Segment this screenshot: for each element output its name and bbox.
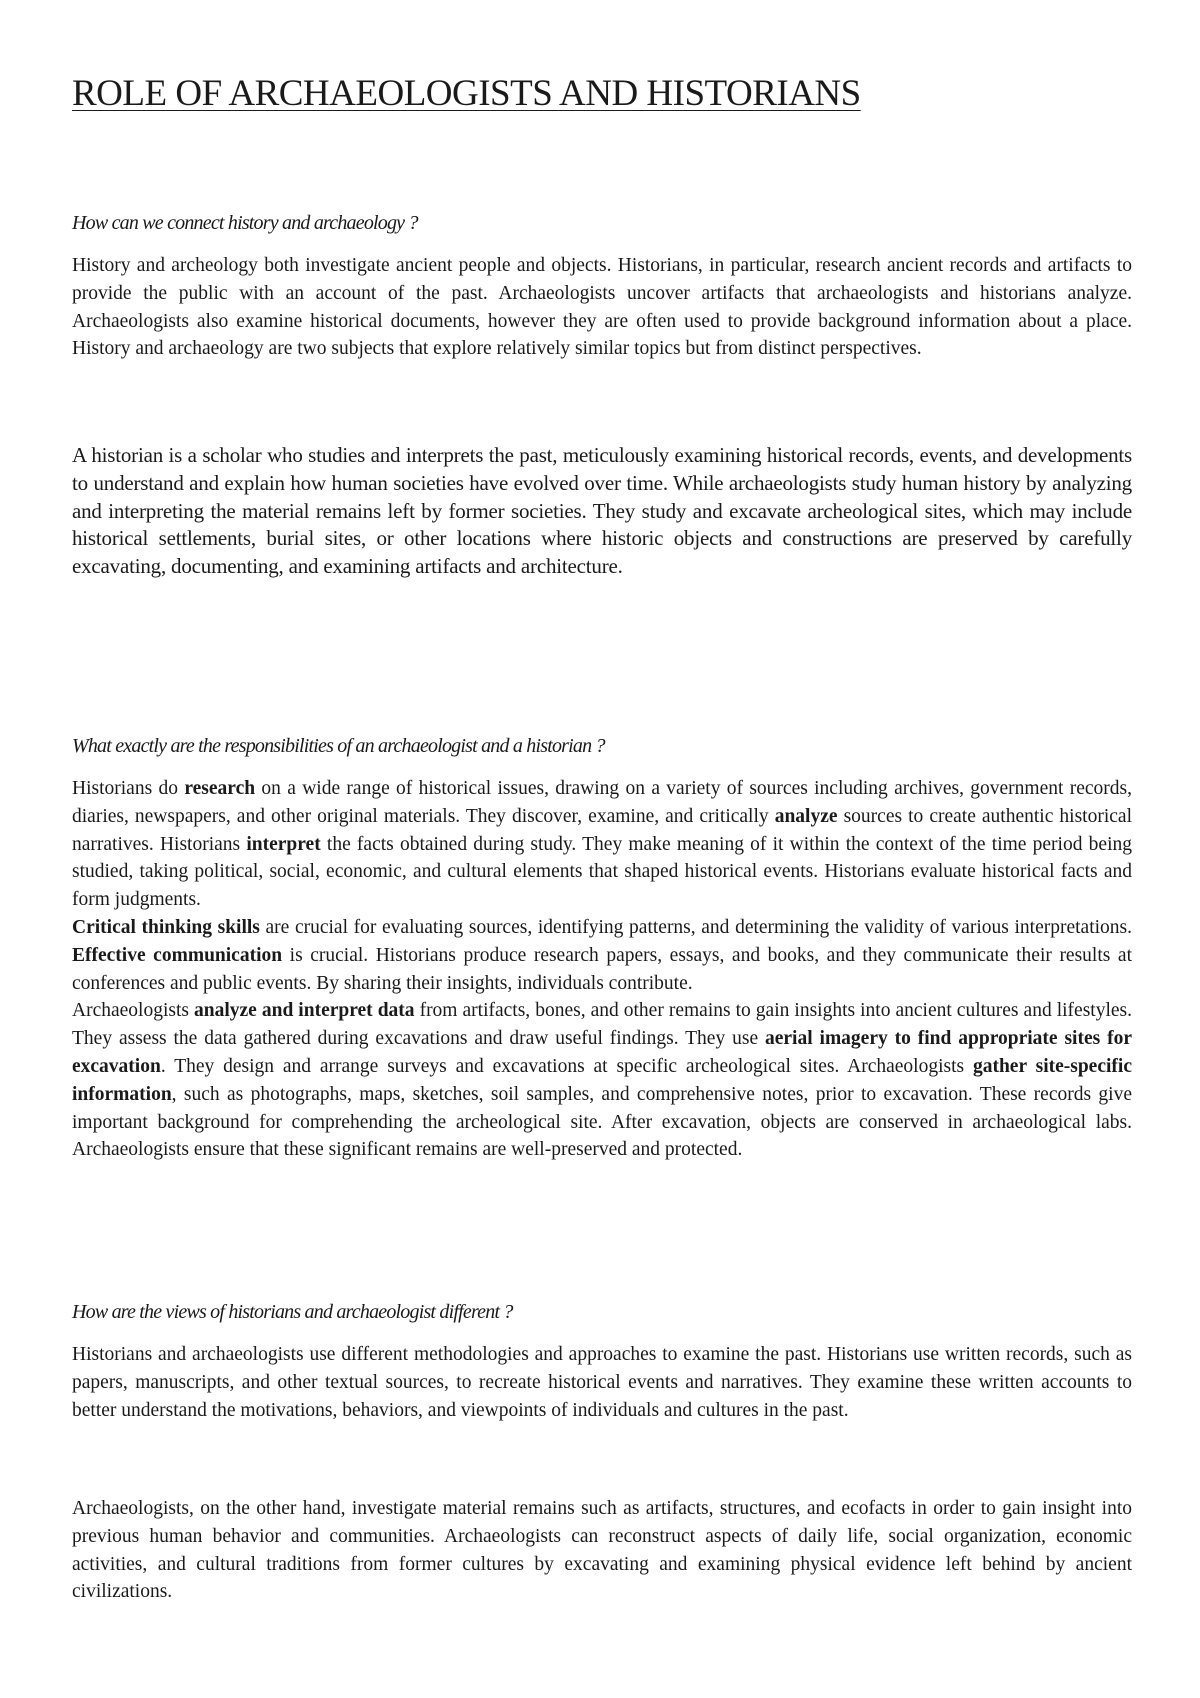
text-run: . They design and arrange surveys and excavations at specific archeological sites. Archaeologists (160, 1055, 973, 1077)
section-connect-history (72, 212, 1132, 363)
bold-term: research (184, 778, 256, 799)
text-run: sources to create authentic historical narratives. Historians (72, 805, 1132, 855)
question-heading: How are the views of historians and archaeologist different ? (72, 1301, 513, 1323)
text-run: , such as photographs, maps, sketches, soil samples, and comprehensive notes, prior to excavation. These records give important background for comprehending the archeological site. After excavation, objects are conserved in archaeological labs. Archaeologists ensure that these significant remains are well-preserved and protected. (72, 1083, 1132, 1161)
section-views-different (72, 1301, 1132, 1424)
text-run: is crucial. Historians produce research papers, essays, and books, and they communicate their results at conferences and public events. By sharing their insights, individuals contribute. (72, 944, 1132, 994)
body-paragraph: Historians and archaeologists use different methodologies and approaches to examine the past. Historians use written records, such as papers, manuscripts, and other textual sources, to recreate historical events and narratives. They examine these written accounts to better understand the motivations, behaviors, and viewpoints of individuals and cultures in the past. (72, 1344, 1132, 1421)
bold-term: interpret (246, 833, 321, 855)
text-run: the facts obtained during study. They make meaning of it within the context of the time period being studied, taking political, social, economic, and cultural elements that shaped historical events. Historians evaluate historical facts and form judgments. (72, 833, 1132, 911)
bold-term: gather site-specific information (72, 1055, 1132, 1105)
body-paragraph (72, 775, 1132, 914)
question-heading: What exactly are the responsibilities of an archaeologist and a historian ? (72, 735, 605, 757)
text-run: on a wide range of historical issues, drawing on a variety of sources including archives, government records, diaries, newspapers, and other original materials. They discover, examine, and critically (72, 778, 1132, 827)
bold-term: Critical thinking skills (72, 916, 260, 938)
text-run: Archaeologists (72, 1000, 194, 1022)
body-paragraph (72, 914, 1132, 997)
body-paragraph: Archaeologists, on the other hand, investigate material remains such as artifacts, structures, and ecofacts in order to gain insight into previous human behavior and communities. Archaeologists can reconstruct aspects of daily life, social organization, economic activities, and cultural traditions from former cultures by excavating and examining physical evidence left behind by ancient civilizations. (72, 1498, 1132, 1603)
text-run: are crucial for evaluating sources, identifying patterns, and determining the validity of various interpretations. (259, 916, 1132, 938)
bold-term: analyze (774, 805, 838, 827)
section-responsibilities (72, 735, 1132, 1164)
bold-term: Effective communication (72, 944, 283, 966)
section-historian-definition (72, 442, 1132, 581)
text-run: from artifacts, bones, and other remains to gain insights into ancient cultures and lifestyles. They assess the data gathered during excavations and draw useful findings. They use (72, 1000, 1132, 1050)
section-archaeologists-other-hand (72, 1495, 1132, 1606)
body-paragraph: History and archeology both investigate ancient people and objects. Historians, in particular, research ancient records and artifacts to provide the public with an account of the past. Archaeologists uncover artifacts that archaeologists and historians analyze. Archaeologists also examine historical documents, however they are often used to provide background information about a place. History and archaeology are two subjects that explore relatively similar topics but from distinct perspectives. (72, 255, 1132, 360)
body-paragraph (72, 997, 1132, 1164)
question-heading: How can we connect history and archaeology ? (72, 212, 418, 234)
body-paragraph: A historian is a scholar who studies and interprets the past, meticulously examining historical records, events, and developments to understand and explain how human societies have evolved over time. While archaeologists study human history by analyzing and interpreting the material remains left by former societies. They study and excavate archeological sites, which may include historical settlements, burial sites, or other locations where historic objects and constructions are preserved by carefully excavating, documenting, and examining artifacts and architecture. (72, 443, 1132, 579)
document-title: ROLE OF ARCHAEOLOGISTS AND HISTORIANS (72, 73, 861, 114)
text-run: Historians do (72, 778, 185, 799)
bold-term: aerial imagery to find appropriate sites for excavation (72, 1028, 1132, 1077)
bold-term: analyze and interpret data (194, 1000, 415, 1022)
